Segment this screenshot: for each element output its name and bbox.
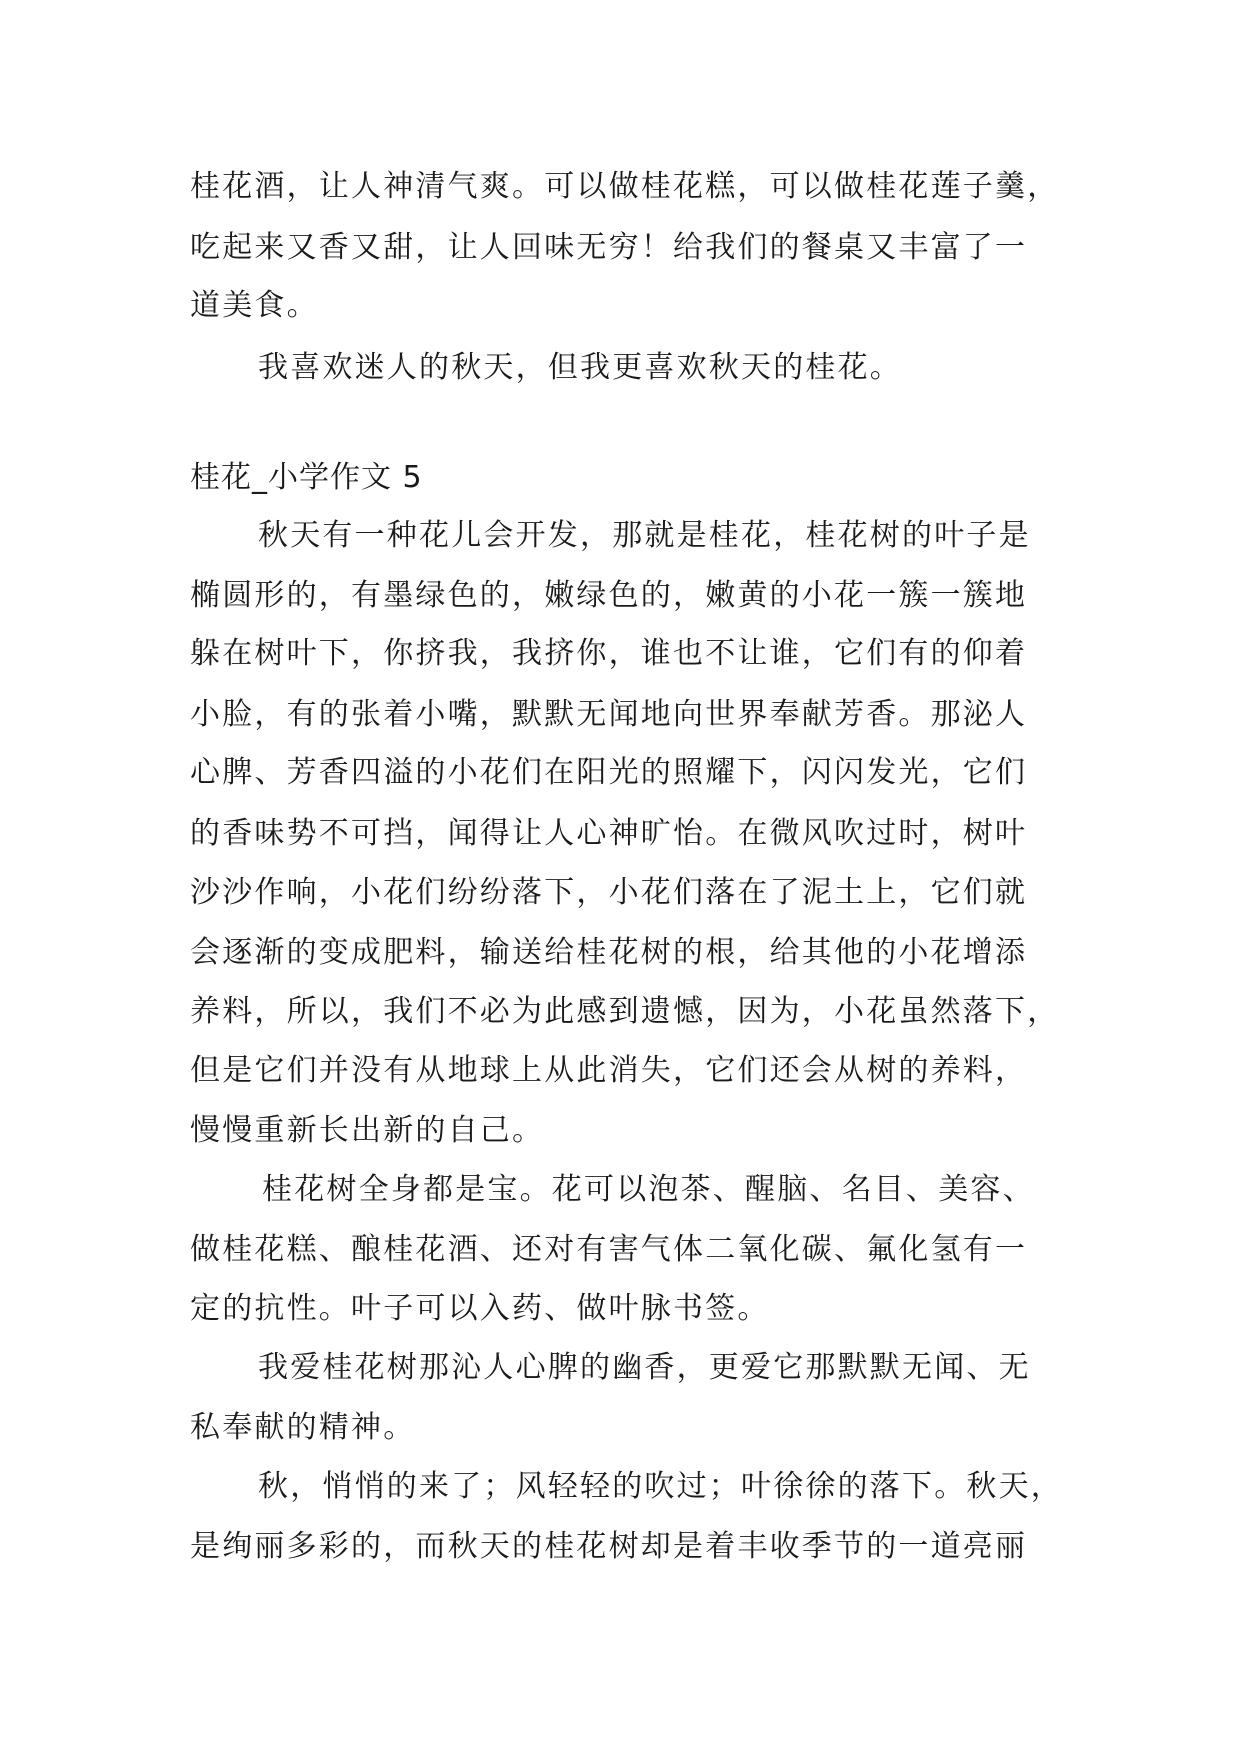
paragraph-line: 我喜欢迷人的秋天，但我更喜欢秋天的桂花。 — [258, 350, 902, 385]
paragraph-line: 道美食。 — [190, 288, 319, 323]
section-heading: 桂花_小学作文 5 — [190, 460, 423, 495]
paragraph-line: 秋天有一种花儿会开发，那就是桂花，桂花树的叶子是 — [258, 518, 1031, 553]
paragraph-line: 但是它们并没有从地球上从此消失，它们还会从树的养料， — [190, 1053, 1028, 1088]
paragraph-line: 养料，所以，我们不必为此感到遗憾，因为，小花虽然落下， — [190, 994, 1060, 1029]
paragraph-line: 慢慢重新长出新的自己。 — [190, 1113, 545, 1148]
paragraph-line: 桂花酒，让人神清气爽。可以做桂花糕，可以做桂花莲子羹， — [190, 169, 1060, 204]
paragraph-line: 做桂花糕、酿桂花酒、还对有害气体二氧化碳、氟化氢有一 — [190, 1232, 1028, 1267]
paragraph-line: 会逐渐的变成肥料，输送给桂花树的根，给其他的小花增添 — [190, 935, 1028, 970]
paragraph-line: 心脾、芳香四溢的小花们在阳光的照耀下，闪闪发光，它们 — [190, 755, 1028, 790]
paragraph-line: 沙沙作响，小花们纷纷落下，小花们落在了泥土上，它们就 — [190, 875, 1028, 910]
paragraph-line: 小脸，有的张着小嘴，默默无闻地向世界奉献芳香。那泌人 — [190, 697, 1028, 732]
paragraph-line: 我爱桂花树那沁人心脾的幽香，更爱它那默默无闻、无 — [258, 1350, 1031, 1385]
paragraph-line: 椭圆形的，有墨绿色的，嫩绿色的，嫩黄的小花一簇一簇地 — [190, 578, 1028, 613]
paragraph-line: 的香味势不可挡，闻得让人心神旷怡。在微风吹过时，树叶 — [190, 816, 1028, 851]
paragraph-line: 秋，悄悄的来了；风轻轻的吹过；叶徐徐的落下。秋天， — [258, 1469, 1063, 1504]
paragraph-line: 定的抗性。叶子可以入药、做叶脉书签。 — [190, 1291, 770, 1326]
paragraph-line: 吃起来又香又甜，让人回味无穷！给我们的餐桌又丰富了一 — [190, 230, 1028, 265]
paragraph-line: 是绚丽多彩的，而秋天的桂花树却是着丰收季节的一道亮丽 — [190, 1529, 1028, 1564]
paragraph-line: 私奉献的精神。 — [190, 1410, 416, 1445]
paragraph-line: 桂花树全身都是宝。花可以泡茶、醒脑、名目、美容、 — [262, 1172, 1035, 1207]
paragraph-line: 躲在树叶下，你挤我，我挤你，谁也不让谁，它们有的仰着 — [190, 636, 1028, 671]
